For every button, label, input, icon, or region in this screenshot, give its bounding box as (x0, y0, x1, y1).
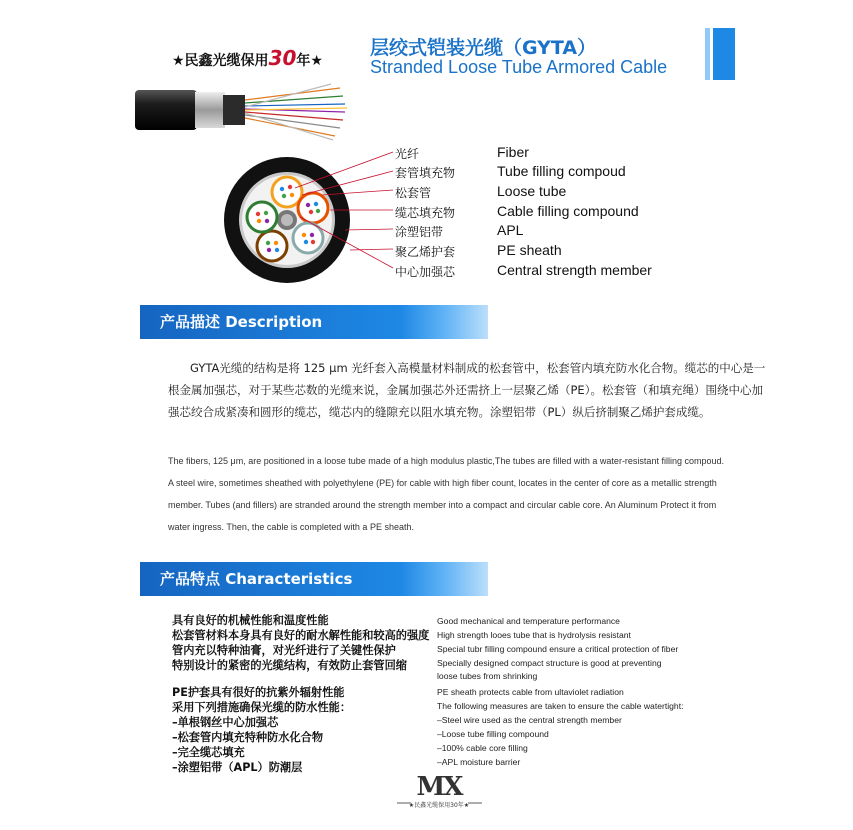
characteristic-en-line: –Steel wire used as the central strength member (437, 715, 622, 725)
legend-item-cable-filling-en: Cable filling compound (497, 203, 639, 219)
characteristic-cn-line: PE护套具有很好的抗紫外辐射性能 (172, 686, 345, 699)
characteristic-cn-line: –松套管内填充特种防水化合物 (172, 731, 324, 744)
brand-logo (394, 773, 484, 813)
characteristic-en-line: PE sheath protects cable from ultaviolet radiation (437, 687, 624, 697)
description-section-header (140, 305, 488, 339)
characteristic-cn-line: –涂塑铝带（APL）防潮层 (172, 761, 303, 774)
legend-leader-lines (290, 150, 395, 275)
characteristic-cn-line: 松套管材料本身具有良好的耐水解性能和较高的强度 (172, 629, 430, 642)
logo-tagline: ★民鑫光缆保用30年★ (408, 802, 470, 809)
legend-item-apl-en: APL (497, 222, 524, 238)
characteristic-en-line: –100% cable core filling (437, 743, 528, 753)
legend-item-loose-tube-cn: 松套管 (395, 186, 432, 200)
legend-item-cable-filling-cn: 缆芯填充物 (395, 206, 456, 220)
slogan-suffix: 年★ (296, 53, 323, 69)
legend-item-apl-cn: 涂塑铝带 (395, 225, 444, 239)
characteristic-en-line: Specially designed compact structure is good at preventing (437, 658, 662, 668)
characteristic-en-line: Special tubr filling compound ensure a critical protection of fiber (437, 644, 679, 654)
legend-item-pe-sheath-cn: 聚乙烯护套 (395, 245, 456, 259)
legend-item-strength-member-cn: 中心加强芯 (395, 265, 456, 279)
description-text-cn: GYTA光缆的结构是将 125 μm 光纤套入高模量材料制成的松套管中，松套管内填充防水化合物。缆芯的中心是一根金属加强芯，对于某些芯数的光缆来说，金属加强芯外还需挤上一层聚乙烯（PE）。松套管（和填充绳）围绕中心加强芯绞合成紧凑和圆形的缆芯，缆芯内的缝隙充以阻水填充物。涂塑铝带（PL）纵后挤制聚乙烯护套成缆。 (168, 361, 766, 419)
characteristic-cn-line: 管内充以特种油膏，对光纤进行了关键性保护 (172, 644, 396, 657)
slogan-number: 30 (268, 46, 297, 70)
legend-item-pe-sheath-en: PE sheath (497, 242, 562, 258)
logo-mx-text: MX (416, 772, 462, 802)
characteristic-en-line: Good mechanical and temperature performance (437, 616, 620, 626)
cable-side-view-image (135, 82, 350, 142)
brand-slogan (172, 46, 323, 70)
page-title-en: Stranded Loose Tube Armored Cable (370, 57, 668, 77)
characteristic-en-line: loose tubes from shrinking (437, 671, 538, 681)
legend-item-loose-tube-en: Loose tube (497, 183, 567, 199)
characteristic-cn-line: 具有良好的机械性能和温度性能 (172, 614, 329, 627)
slogan-prefix: ★民鑫光缆保用 (172, 53, 269, 69)
description-heading: 产品描述 Description (160, 313, 323, 331)
corner-stripes-decoration (705, 28, 735, 80)
characteristic-cn-line: –单根钢丝中心加强芯 (172, 716, 279, 729)
legend-item-tube-filling-en: Tube filling compoud (497, 163, 626, 179)
characteristic-en-line: The following measures are taken to ensure the cable watertight: (437, 701, 684, 711)
characteristic-en-line: –Loose tube filling compound (437, 729, 549, 739)
characteristics-section-header (140, 562, 488, 596)
characteristic-en-line: –APL moisture barrier (437, 757, 521, 767)
legend-item-tube-filling-cn: 套管填充物 (395, 166, 456, 180)
legend-item-fiber-cn: 光纤 (395, 147, 420, 161)
characteristic-en-line: High strength looes tube that is hydrolysis resistant (437, 630, 631, 640)
characteristic-cn-line: –完全缆芯填充 (172, 746, 245, 759)
description-text-en: The fibers, 125 μm, are positioned in a loose tube made of a high modulus plastic,The tubes are filled with a water-resistant filling compoud. A steel wire, sometimes sheathed with polyethylene (PE) for cable with high fiber count, locates in the center of core as a metallic strength member. Tubes (and fillers) are stranded around the strength member into a compact and circular cable core. An Aluminum Protect it from water ingress. Then, the cable is completed with a PE sheath. (168, 456, 724, 532)
characteristic-cn-line: 特别设计的紧密的光缆结构，有效防止套管回缩 (172, 659, 407, 672)
characteristics-heading: 产品特点 Characteristics (160, 570, 353, 588)
logo-underline-decoration (397, 800, 482, 806)
legend-item-strength-member-en: Central strength member (497, 262, 652, 278)
characteristic-cn-line: 采用下列措施确保光缆的防水性能： (172, 701, 352, 714)
legend-item-fiber-en: Fiber (497, 144, 529, 160)
page-title-cn: 层绞式铠装光缆（GYTA） (370, 37, 597, 59)
logo-mark (394, 773, 484, 801)
